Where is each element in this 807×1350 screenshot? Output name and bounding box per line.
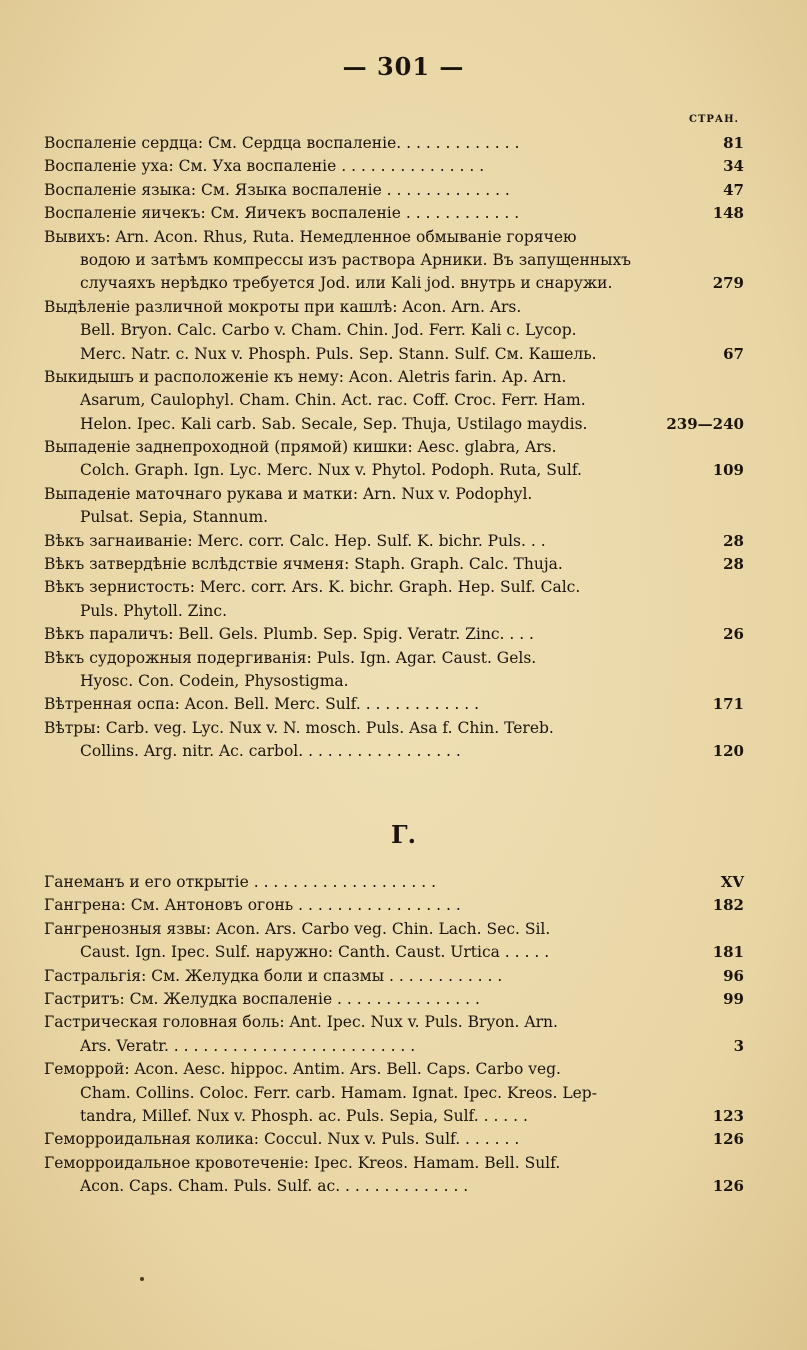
index-entry — [44, 576, 744, 623]
index-entry — [44, 1128, 744, 1151]
page-reference: 126 — [712, 1177, 744, 1196]
entry-heading-line: Выпаденіе заднепроходной (прямой) кишки: Aesc. glabra, Ars. — [44, 438, 557, 457]
index-entry — [44, 553, 744, 576]
index-entry — [44, 918, 744, 965]
entry-continuation-line: Helon. Ipec. Kali carb. Sab. Secale, Sep. Thuja, Ustilago maydis. — [80, 414, 588, 433]
entry-continuation-line: Pulsat. Sepia, Stannum. — [80, 508, 269, 527]
entry-heading-line: Вѣкъ загнаиваніе: Merc. corr. Calc. Hep. Sulf. K. bichr. Puls. . . — [44, 531, 546, 550]
page-reference: 279 — [712, 274, 744, 293]
index-entry — [44, 483, 744, 530]
index-entry — [44, 871, 744, 894]
index-entry — [44, 693, 744, 716]
index-entry — [44, 436, 744, 483]
page-reference: 67 — [723, 344, 744, 363]
entry-heading-line: Гангрена: См. Антоновъ огонь . . . . . . . . . . . . . . . . . — [44, 896, 461, 915]
page-reference: XV — [720, 873, 744, 891]
entry-continuation-line: Ars. Veratr. . . . . . . . . . . . . . . . . . . . . . . . . . — [80, 1036, 416, 1055]
entry-heading-line: Ганеманъ и его открытіе . . . . . . . . . . . . . . . . . . . — [44, 873, 437, 891]
index-section-v — [44, 132, 744, 764]
page-reference: 34 — [723, 157, 744, 176]
index-entry — [44, 179, 744, 202]
entry-continuation-line: Hyosc. Con. Codein, Physostigma. — [80, 671, 349, 690]
entry-heading-line: Воспаленіе уха: См. Уха воспаленіе . . . . . . . . . . . . . . . — [44, 157, 485, 176]
entry-continuation-line: tandra, Millef. Nux v. Phosph. ac. Puls. Sepia, Sulf. . . . . . — [80, 1106, 528, 1125]
entry-heading-line: Выкидышъ и расположеніе къ нему: Acon. Aletris farin. Ap. Arn. — [44, 367, 567, 386]
entry-heading-line: Вѣкъ затвердѣніе вслѣдствіе ячменя: Staph. Graph. Calc. Thuja. — [44, 555, 563, 574]
entry-continuation-line: Cham. Collins. Coloc. Ferr. carb. Hamam. Ignat. Ipec. Kreos. Lep- — [80, 1083, 597, 1102]
paper-speck — [140, 1277, 144, 1281]
entry-heading-line: Геморроидальная колика: Coccul. Nux v. Puls. Sulf. . . . . . . — [44, 1130, 520, 1149]
page-reference: 3 — [733, 1036, 744, 1055]
entry-continuation-line: Caust. Ign. Ipec. Sulf. наружно: Canth. Caust. Urtica . . . . . — [80, 943, 550, 962]
index-entry — [44, 1152, 744, 1199]
index-entry — [44, 226, 744, 296]
index-section-g — [44, 871, 744, 1198]
page-reference: 148 — [712, 204, 744, 223]
entry-heading-line: Выпаденіе маточнаго рукава и матки: Arn. Nux v. Podophyl. — [44, 484, 533, 503]
page-reference: 181 — [712, 943, 744, 962]
page-reference: 239—240 — [666, 414, 744, 433]
entry-heading-line: Вывихъ: Arn. Acon. Rhus, Ruta. Немедленное обмываніе горячею — [44, 227, 577, 246]
entry-heading-line: Геморрой: Acon. Aesc. hippoc. Antim. Ars. Bell. Caps. Carbo veg. — [44, 1060, 561, 1079]
entry-continuation-line: Puls. Phytoll. Zinc. — [80, 601, 227, 620]
page-reference: 81 — [723, 134, 744, 152]
page-reference: 96 — [723, 966, 744, 985]
entry-heading-line: Вѣкъ зернистость: Merc. corr. Ars. K. bichr. Graph. Hep. Sulf. Calc. — [44, 578, 581, 597]
entry-continuation-line: водою и затѣмъ компрессы изъ раствора Арники. Въ запущенныхъ — [80, 250, 632, 269]
page-reference: 171 — [712, 695, 744, 714]
entry-heading-line: Гастральгія: См. Желудка боли и спазмы . . . . . . . . . . . . — [44, 966, 503, 985]
entry-continuation-line: Collins. Arg. nitr. Ac. carbol. . . . . . . . . . . . . . . . . — [80, 742, 461, 761]
index-entry — [44, 1058, 744, 1128]
index-entry — [44, 366, 744, 436]
entry-heading-line: Выдѣленіе различной мокроты при кашлѣ: Acon. Arn. Ars. — [44, 297, 522, 316]
index-entry — [44, 530, 744, 553]
page-reference: 123 — [712, 1106, 744, 1125]
entry-heading-line: Гастрическая головная боль: Ant. Ipec. Nux v. Puls. Bryon. Arn. — [44, 1013, 558, 1032]
entry-heading-line: Геморроидальное кровотеченіе: Ipec. Kreos. Hamam. Bell. Sulf. — [44, 1153, 561, 1172]
index-entry — [44, 202, 744, 225]
entry-heading-line: Воспаленіе сердца: См. Сердца воспаленіе. . . . . . . . . . . . . — [44, 134, 520, 152]
page-reference: 99 — [723, 989, 744, 1008]
index-entry — [44, 894, 744, 917]
entry-heading-line: Вѣкъ параличъ: Bell. Gels. Plumb. Sep. Spig. Veratr. Zinc. . . . — [44, 625, 534, 644]
entry-continuation-line: Colch. Graph. Ign. Lyc. Merc. Nux v. Phytol. Podoph. Ruta, Sulf. — [80, 461, 582, 480]
entry-continuation-line: Asarum, Caulophyl. Cham. Chin. Act. rac. Coff. Croc. Ferr. Ham. — [80, 391, 586, 410]
page-reference: 28 — [723, 555, 744, 574]
index-entry — [44, 1011, 744, 1058]
entry-heading-line: Гастритъ: См. Желудка воспаленіе . . . . . . . . . . . . . . . — [44, 989, 480, 1008]
page-reference: 26 — [723, 625, 744, 644]
letter-heading: Г. — [391, 820, 416, 849]
entry-continuation-line: Acon. Caps. Cham. Puls. Sulf. ac. . . . . . . . . . . . . . — [80, 1177, 469, 1196]
entry-continuation-line: Bell. Bryon. Calc. Carbo v. Cham. Chin. Jod. Ferr. Kali c. Lycop. — [80, 321, 577, 340]
entry-heading-line: Вѣтренная оспа: Acon. Bell. Merc. Sulf. . . . . . . . . . . . . — [44, 695, 480, 714]
index-entry — [44, 623, 744, 646]
page-reference: 182 — [712, 896, 744, 915]
entry-continuation-line: случаяхъ нерѣдко требуется Jod. или Kali jod. внутрь и снаружи. — [80, 274, 613, 293]
page-number: — 301 — — [342, 52, 465, 81]
page-reference: 47 — [723, 180, 744, 199]
entry-continuation-line: Merc. Natr. c. Nux v. Phosph. Puls. Sep. Stann. Sulf. См. Кашель. — [80, 344, 597, 363]
index-entry — [44, 988, 744, 1011]
index-entry — [44, 717, 744, 764]
page-reference: 109 — [712, 461, 744, 480]
entry-heading-line: Вѣтры: Carb. veg. Lyc. Nux v. N. mosch. Puls. Asa f. Chin. Tereb. — [44, 718, 554, 737]
entry-heading-line: Вѣкъ судорожныя подергиванія: Puls. Ign. Agar. Caust. Gels. — [44, 648, 537, 667]
index-entry — [44, 965, 744, 988]
page-reference: 28 — [723, 531, 744, 550]
index-entry — [44, 647, 744, 694]
page-column-header: СТРАН. — [689, 114, 739, 125]
index-entry — [44, 155, 744, 178]
index-entry — [44, 132, 744, 155]
page-reference: 126 — [712, 1130, 744, 1149]
entry-heading-line: Воспаленіе яичекъ: См. Яичекъ воспаленіе . . . . . . . . . . . . — [44, 204, 520, 223]
page-reference: 120 — [712, 742, 744, 761]
entry-heading-line: Гангренозныя язвы: Acon. Ars. Carbo veg. Chin. Lach. Sec. Sil. — [44, 919, 551, 938]
entry-heading-line: Воспаленіе языка: См. Языка воспаленіе . . . . . . . . . . . . . — [44, 180, 510, 199]
index-entry — [44, 296, 744, 366]
